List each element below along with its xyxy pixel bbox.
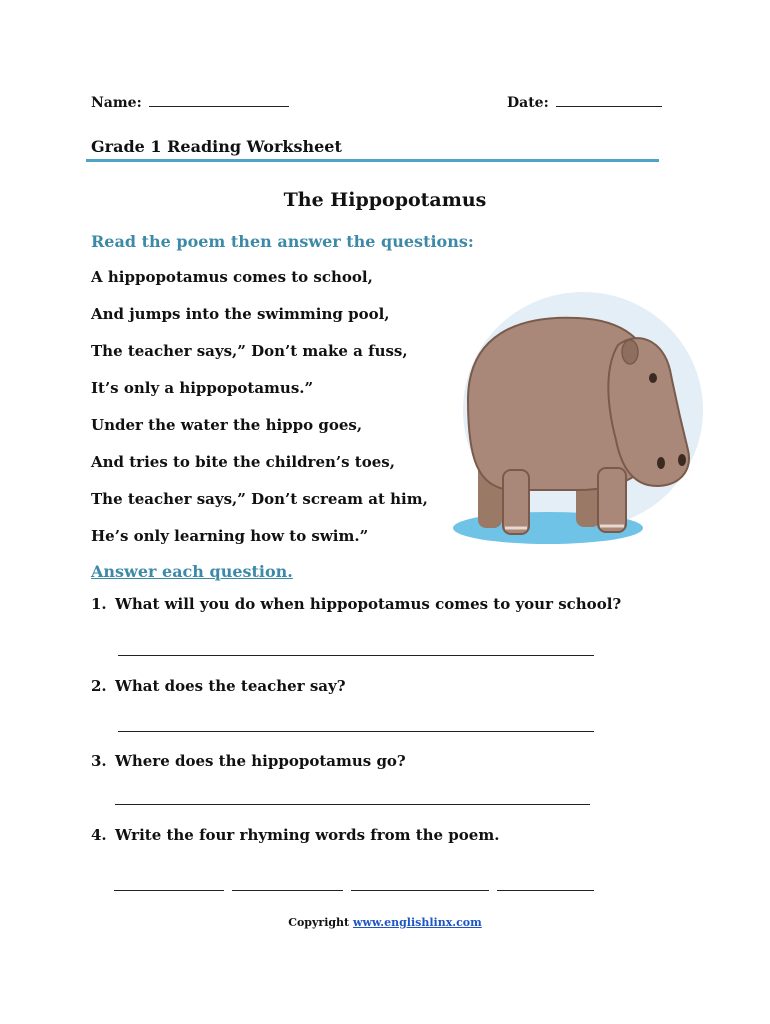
website-link[interactable]: www.englishlinx.com (352, 916, 482, 929)
name-field[interactable] (91, 94, 289, 111)
page-title: The Hippopotamus (283, 189, 487, 211)
poem-line: He’s only learning how to swim.” (91, 527, 369, 545)
poem-line: The teacher says,” Don’t make a fuss, (91, 342, 408, 360)
question-text: What does the teacher say? (115, 677, 346, 695)
question-2 (91, 677, 346, 695)
question-1 (91, 595, 621, 613)
date-label: Date: (507, 95, 549, 111)
name-label: Name: (91, 95, 142, 111)
poem-line: And tries to bite the children’s toes, (91, 453, 395, 471)
rhyme-answer-line-4[interactable] (497, 890, 594, 891)
answer-line-2[interactable] (118, 731, 594, 732)
rhyme-answer-line-2[interactable] (232, 890, 343, 891)
date-field[interactable] (507, 94, 662, 111)
poem-line: And jumps into the swimming pool, (91, 305, 390, 323)
question-number: 2. (91, 677, 107, 695)
answer-line-1[interactable] (118, 655, 594, 656)
question-number: 1. (91, 595, 107, 613)
question-text: Where does the hippopotamus go? (115, 752, 406, 770)
poem-line: Under the water the hippo goes, (91, 416, 363, 434)
poem-line: The teacher says,” Don’t scream at him, (91, 490, 428, 508)
answer-heading: Answer each question. (91, 562, 293, 581)
poem-line: It’s only a hippopotamus.” (91, 379, 314, 397)
instruction: Read the poem then answer the questions: (91, 232, 474, 251)
question-3 (91, 752, 406, 770)
question-text: Write the four rhyming words from the poem. (115, 826, 500, 844)
rhyme-answer-line-1[interactable] (114, 890, 224, 891)
question-text: What will you do when hippopotamus comes to your school? (115, 595, 622, 613)
question-number: 4. (91, 826, 107, 844)
worksheet-label: Grade 1 Reading Worksheet (91, 137, 342, 156)
name-blank[interactable] (149, 94, 289, 107)
answer-line-3[interactable] (115, 804, 590, 805)
header-rule (86, 159, 659, 162)
hippopotamus-illustration (448, 290, 703, 546)
poem-line: A hippopotamus comes to school, (91, 268, 373, 286)
question-number: 3. (91, 752, 107, 770)
rhyme-answer-line-3[interactable] (351, 890, 489, 891)
copyright-label: Copyright (288, 916, 350, 929)
copyright-footer (0, 916, 770, 929)
date-blank[interactable] (556, 94, 662, 107)
question-4 (91, 826, 499, 844)
